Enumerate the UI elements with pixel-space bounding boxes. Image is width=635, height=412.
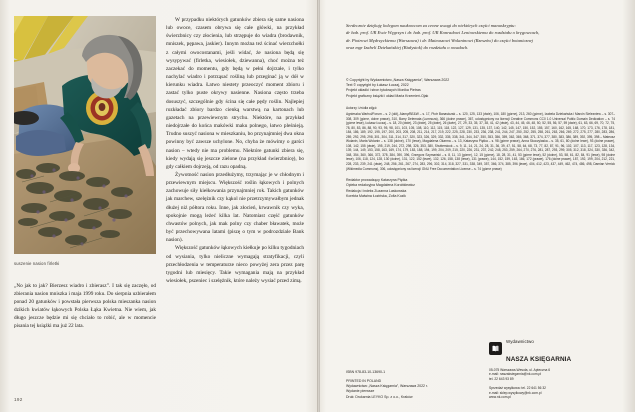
acknowledgement-line: Serdecznie dziękuję kolegom naukowcom za cenne uwagi do niektórych części manuskryptu: — [346, 23, 517, 28]
publisher-logo — [489, 330, 617, 366]
publisher-label: Wydawnictwo — [506, 339, 534, 344]
imprint-block — [346, 370, 508, 400]
cover-design-credit: Projekt okładki i stron tytułowych Monika Pietras — [346, 88, 421, 93]
book-design-credit: Projekt graficzny książki i okład Maria Krzemień-Ojak — [346, 93, 429, 98]
sales-email-line: e-mail: sklep.wysylkowy@nk.com.pl — [489, 390, 542, 395]
photo-credits-body: Agnieszka Warhol/Forum – s. 2 (dół), Alamy/BE&W – s. 17, Piotr Banasiczak – s. 120, 125, 133 (dwie), 106, 180 (górne), 213, 260 (górne), Izabela Dziekańska i Marcin Sielezniew – s. 307–308, 309 (górne, dolne prawe), 310, Barry Delemata (Lumnoza), 366 (dolne prawe), 367, udostępniony na licencji Creative Commons CC0 1.0 Universal Public Domain Dedication – s. 74 (górne lewe), Łukasz Łuczaj – s. 18, 20 (dwie), 23 (dwie), 25 (dwie), 26 (dwie), 27, 29, 33, 35, 37, 38, 41, 42 (dwie), 43, 44, 45, 46, 48, 50, 52, 55, 56, 57, 59 (dwie), 61, 63, 66, 69, 70, 72, 75, 78, 80, 83, 86, 88, 90, 93, 95, 98, 101, 103, 105, 108, 110, 112, 115, 118, 122, 127, 129, 131, 135, 137, 140, 142, 145, 147, 150, 152, 155, 157, 160, 162, 165, 168, 170, 173, 176, 178, 181, 184, 186, 189, 192, 195, 197, 200, 203, 205, 208, 211, 214, 217, 219, 222, 225, 228, 230, 233, 236, 238, 241, 244, 247, 250, 252, 255, 258, 261, 263, 266, 269, 272, 275, 277, 280, 283, 286, 289, 292, 295, 298, 301, 304, 311, 314, 317, 320, 323, 326, 329, 332, 335, 338, 341, 344, 347, 350, 353, 356, 359, 362, 365, 368, 371, 374, 377, 380, 383, 386, 389, 392, 395, 398 – Mateusz Wolanin, Marta Wolanin – s. 138 (dolne), 170 (lewe), Magdalena Okarma – s. 13, Katarzyna Piętka – s. 98 (górne prawe), Anna Skoczylaska – s. 35, 61, 80 (dolne lewe), 93 (dolne prawe), 108, 142, 155 (dwie), 195, 219, 244, 272, 298, 326, 353, 380, Shutterstock – s. 9, 11, 14, 21, 24, 28, 31, 36, 39, 47, 51, 58, 64, 68, 73, 77, 82, 87, 91, 96, 102, 107, 113, 117, 123, 128, 134, 139, 144, 149, 153, 158, 163, 169, 174, 179, 183, 188, 194, 199, 204, 209, 215, 220, 226, 231, 237, 242, 248, 253, 259, 264, 270, 276, 281, 287, 293, 299, 305, 312, 318, 324, 330, 336, 342, 348, 354, 360, 366, 372, 378, 384, 390, 396, Grzegorz Szymański – s. 8, 11, 13 (górne), 12, 15 (górne), 18, 28, 31, 41, 53 (górne lewe), 52 (dolne), 53, 58, 61, 82, 84, 91 (lewe), 98 (dolne lewe), 106, 118, 124, 128, 130 (dolne), 131, 122, 152 (lewe), 132, 126, 158, 138 (lewe), 131 (prawe), 144, 152, 159, 163, 166, 172 (prawe), 176 (dolne prawe), 187, 192, 199, 204, 212, 221, 228, 233, 239, 241 (dwie), 248, 256, 261, 267, 274, 283, 296, 302, 314, 318, 327, 331, 338, 349, 357, 366, 374, 385, 396 (lewe), 404, 412, 423, 437, 449, 462, 474, 486, 498, Damian Verrick (Wikimedia Commons), 306, udostępniony na licencji GNU Free Documentation License – s. 74 (górne prawe) — [346, 111, 615, 171]
acknowledgement-block — [346, 22, 615, 52]
publisher-name: NASZA KSIĘGARNIA — [506, 356, 572, 363]
website-line: www.nk.com.pl — [489, 395, 511, 400]
editor-line: Redaktor prowadzący Katarzyna Piętka — [346, 178, 408, 183]
edition-line: Wydanie pierwsze — [346, 389, 375, 394]
publisher-address-block — [489, 368, 617, 400]
copyright-line: Text © copyright by Łukasz Łuczaj, 2022 — [346, 82, 409, 87]
acknowledgement-line: dr hab. prof. UR Ewie Węgrzyn i dr. hab. prof. UR Konradowi Leniowskiemu do rozdziału o kręgowcach, — [346, 30, 540, 36]
photo-drying-seeds — [14, 16, 156, 254]
body-paragraph: Żywotność nasion przedłużymy, trzymając je w chłodnym i przewiewnym miejscu. Większość roślin łąkowych i polnych zachowuje siły kiełkowania przynajmniej rok. Takich gatunków jak marchew, szelężnik czy kąkol nie przetrzymywałbym jednak dłużej niż półtora roku. Inne, jak złocień, krwawnik czy wyka, spokojnie mogą leżeć kilka lat. Natomiast część gatunków chwastów polnych, jak mak polny czy chaber bławatek, może być przechowywana latami (piszę o tym w podrozdziale Bank nasion). — [166, 171, 304, 244]
photo-credits-block — [346, 106, 615, 171]
editor-line: Opieka redakcyjna Magdalena Korobkiewicz — [346, 183, 415, 188]
phone-line: tel. 22 643 93 89 — [489, 377, 514, 382]
editorial-credits-block — [346, 178, 619, 199]
nasza-ksiegarnia-logo-icon — [489, 342, 502, 355]
body-paragraph: W przypadku niektórych gatunków zbiera się same nasiona lub owoce, czasem obrywa się całe główki, na przykład świerzbnicy czy złocienia, lub strzępuje do wiadra (brodawnik, mniszek, pępawa, jaskier). Innym można też ścinać wierzchołki z całymi owocostanami, jeśli widać, że nasiona będą się wysypywać (firletka, wiesiołek, dziewanna), choć można też zaczekać do momentu, gdy będą w pełni dojrzałe, i tylko nachylać wiadro i potrząsać rośliną lub przeginać ją w dół w kierunku wiadra. Łatwo niestety przeoczyć moment zbioru i zastać tylko puste okrywy nasienne. Nasiona często trzeba dosuszyć, szczególnie gdy ścina się całe pędy roślin. Najlepiej rozkładać zbiory bardzo cienką warstwą na kartonach lub gazetach na przewiewnym strychu. Niektóre, na przykład niedojrzałe do końca makówki maku polnego, łatwo pleśnieją. Trudno suszyć nasiona w mieszkaniu, bo przynajmniej dwa okna powinny być zawsze uchylone. No, chyba że mówimy o garści nasion – wtedy nie ma problemu. Niektóre gatunki zbiera się, kiedy wydają się jeszcze zielone (na przykład świerzbnicę), bo gdy całkiem dojrzeją, od razu opadną. — [166, 17, 304, 170]
printed-in-line: PRINTED IN POLAND — [346, 378, 382, 383]
body-text-column — [166, 16, 304, 402]
isbn: ISBN 978-83-10-13690-1 — [346, 369, 386, 374]
copyright-line: © Copyright by Wydawnictwo „Nasza Księgarnia”, Warszawa 2022 — [346, 77, 450, 82]
editor-line: Korekta Malwina Łozińska, Zofia Kozik — [346, 193, 406, 198]
closing-quote: „No jak to jak? Bierzesz wiadro i zbierasz”. I tak się zaczęło, od zbierania nasion mniszka i maja 1999 roku. Do sierpnia uzbierałem ponad 20 gatunków i powstała pierwsza polska mieszanka nasion dzikich kwiatów łąkowych Polska Łąka Kwietna. Nie wiem, jak długo jeszcze będzie mi się chciało to robić, ale w momencie pisania tej książki ma już 22 lata. — [14, 283, 156, 330]
body-paragraph: Większość gatunków łąkowych kiełkuje po kilku tygodniach od wysiania, tylko nieliczne wymagają stratyfikacji, czyli przechłodzenia w temperaturze nieco powyżej zera przez parę tygodni lub miesięcy. Takie wymagania mają na przykład wiesiołek, pszeniec i szelężnik, które należy wysiać przed zimą. — [166, 245, 304, 284]
sales-phone-line: Sprzedaż wysyłkowa: tel. 22 641 56 32 — [489, 385, 546, 390]
photo-caption: suszenie nasion firletki — [14, 261, 60, 266]
photo-column — [14, 16, 156, 402]
editor-line: Redakcja i indeks Zuzanna Laskowska — [346, 188, 407, 193]
photo-credits-header: Autorzy i źródła zdjęć: — [346, 105, 378, 110]
email-line: e-mail: naszaksiegarnia@nk.com.pl — [489, 372, 542, 377]
page-number: 192 — [14, 397, 23, 402]
acknowledgement-line: oraz mgr Izabeli Dziekańskiej (Białystok) do rozdziału o owadach. — [346, 45, 469, 51]
printer-line: Druk: Drukarnia LEYKO Sp. z o.o., Kraków — [346, 394, 413, 399]
address-line: 05-075 Warszawa-Wesoła, ul. Apteczna 6 — [489, 367, 551, 372]
publisher-line: Wydawnictwo „Nasza Księgarnia”, Warszawa 2022 r. — [346, 384, 428, 389]
copyright-block — [346, 78, 619, 99]
acknowledgement-line: dr. Piotrowi Mędrzyckiemu (Warszawa) i dr. Mateuszowi Wolaninowi (Rzeszów) do części botanicznej — [346, 37, 533, 43]
right-page-colophon — [318, 0, 635, 412]
body-text — [166, 16, 304, 285]
